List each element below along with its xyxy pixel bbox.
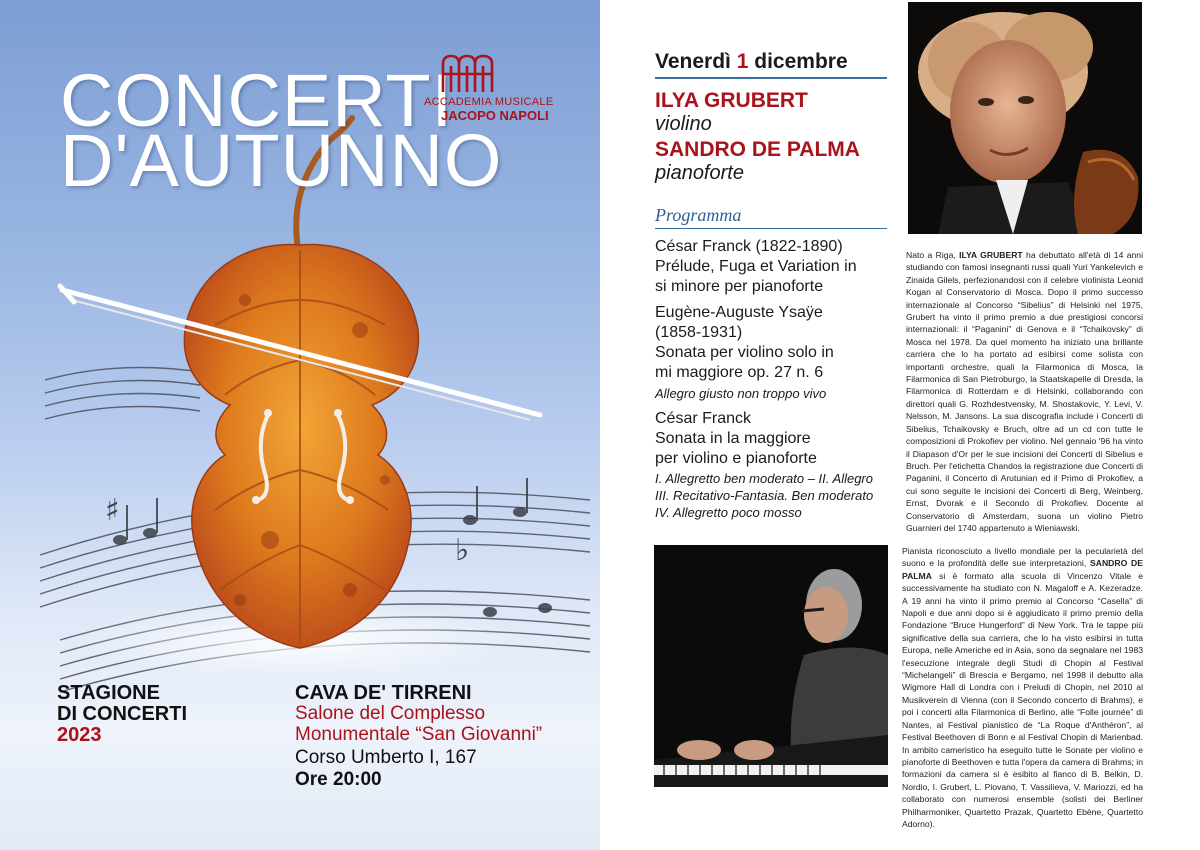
program-divider [655, 228, 887, 229]
program-heading: Programma [655, 205, 742, 225]
bio-text: Pianista riconosciuto a livello mondiale per la pecularietà del suono e la profondità delle sue interpretazioni, [902, 546, 1143, 569]
program-work-line: Prélude, Fuga et Variation in [655, 258, 857, 275]
date-weekday: Venerdì [655, 50, 731, 73]
season-year: 2023 [57, 724, 102, 746]
bio-text: si è formato alla scuola di Vincenzo Vitale e successivamente ha studiato con N. Magaloff e A. Kezeradze. A 19 anni ha vinto il primo premio al Concorso “Casella” di Napoli e due anni dopo si è aggiudicato il primo premio della Fondazione “Bruce Hungerford” di New York. Tra le tappe più significative della sua carriera, che lo ha visto esibirsi in tutta Europa, nelle Americhe ed in Asia, sono da segnalare nel 1983 l'esecuzione integrale degli Studi di Chopin al Festival “Michelangeli” di Brescia e Bergamo, nel 1998 il debutto alla Wigmore Hall di Londra con i Preludi di Chopin, nel 2010 al Musikverein di Vienna (con il Secondo concerto di Brahms), e poi i concerti alla Filarmonica di Berlino, alle “Folle journée” di Nantes, al Festival pianistico de “La Roque d'Anthéron”, al Festival Beethoven di Bonn e al Festival Chopin di Marienbad. In ambito cameristico ha eseguito tutte le Sonate per violino e pianoforte di Beethoven e tutta l'opera da camera di Brahms; in formazioni da camera si è esibito al fianco di B. Belkin, D. Nordio, I. Grubert, L. Piovano, T. Vassilieva, V. Mariozzi, ed ha collaborato con numerosi ensemble (solisti dei Berliner Philharmoniker, Quartetto Prazak, Quartetto Ebène, Quartetto Adorno). [902, 570, 1143, 829]
program-work-line: Sonata in la maggiore [655, 430, 811, 447]
sharp-icon: ♯ [105, 493, 120, 528]
program-work-line: mi maggiore op. 27 n. 6 [655, 364, 824, 381]
program-movement: Allegro giusto non troppo vivo [655, 386, 827, 401]
academy-logo-icon [440, 52, 496, 96]
pianist-bio [902, 545, 1143, 830]
program-work-line: Sonata per violino solo in [655, 344, 834, 361]
performer-instrument: pianoforte [655, 162, 744, 184]
concert-date [655, 50, 848, 74]
program-composer: César Franck [655, 410, 752, 427]
date-month: dicembre [754, 50, 848, 73]
venue-hall-line2: Monumentale “San Giovanni” [295, 724, 543, 745]
program-composer: Eugène-Auguste Ysaÿe [655, 304, 823, 321]
bio-text: Nato a Riga, [906, 250, 960, 260]
program-movement: I. Allegretto ben moderato – II. Allegro [655, 471, 873, 486]
date-day: 1 [736, 50, 749, 73]
performer-name: SANDRO DE PALMA [655, 138, 860, 161]
venue-hall-line1: Salone del Complesso [295, 703, 486, 724]
bio-name: ILYA GRUBERT [959, 250, 1023, 260]
program-movement: III. Recitativo-Fantasia. Ben moderato [655, 488, 874, 503]
violinist-bio [906, 249, 1143, 534]
academy-name-line2: JACOPO NAPOLI [441, 108, 549, 123]
performer-name: ILYA GRUBERT [655, 89, 808, 112]
program-composer-dates: (1858-1931) [655, 324, 743, 341]
poster-title-line2: D'AUTUNNO [60, 119, 503, 202]
season-line2: DI CONCERTI [57, 703, 187, 725]
bio-name: SANDRO DE PALMA [902, 558, 1143, 581]
academy-name-line1: ACCADEMIA MUSICALE [424, 96, 554, 108]
leaf-shape [184, 244, 418, 648]
performer-instrument: violino [655, 113, 712, 135]
pianist-photo [654, 545, 888, 787]
program-composer: César Franck (1822-1890) [655, 238, 843, 255]
date-divider [655, 77, 887, 79]
program-movement: IV. Allegretto poco mosso [655, 505, 802, 520]
bio-text: ha debuttato all'età di 14 anni studiando con famosi insegnanti russi quali Yuri Yankelevich e Zinaida Gilels, perfezionandosi con il celebre violinista Leonid Kogan al Conservatorio di Mosca. Dopo il primo successo internazionale al Concorso “Sibelius” di Helsinki nel 1975, Grubert ha vinto il primo premio a due prestigiosi concorsi internazionali: il “Paganini” di Genova e il “Tchaikovsky” di Mosca nel 1978. Da quel momento ha iniziato una brillante carriera che lo ha portato ad esibirsi come solista con importanti orchestre, quali la Filarmonica di Mosca, la Filarmonica di San Pietroburgo, la Staatskapelle di Dresda, la Filarmonica di Rotterdam e di Helsinki, collaborando con direttori quali G. Rozhdestvensky, M. Shostakovic, Y. Levi, V. Nelsson, M. Jansons. La sua discografia include i Concerti di Sibelius, Tchaikovsky e Bruch, oltre ad un cd con tutte le composizioni di Prokofiev per violino. Nel gennaio '96 ha vinto il Diapason d'Or per le sue incisioni dei Concerti di Sibelius e Bruch. Per l'etichetta Chandos la registrazione due Concerti di Paganini, il Concerto di Arutunian ed il Primo di Prokofiev, a cui sono seguite le incisioni dei Concerti di Berg, Weinberg, Ernst, Dvorak e il Secondo di Prokofiev. Docente al Conservatorio di Amsterdam, suona un violino Pietro Guarnieri del 1740 appartenuto a Wieniawski. [906, 250, 1143, 533]
venue-address: Corso Umberto I, 167 [295, 747, 477, 768]
venue-city: CAVA DE' TIRRENI [295, 682, 472, 704]
season-line1: STAGIONE [57, 682, 160, 704]
program-work-line: per violino e pianoforte [655, 450, 817, 467]
violinist-photo [908, 2, 1142, 234]
program-work-line: si minore per pianoforte [655, 278, 824, 295]
poster-title-line1: CONCERTI [60, 59, 454, 142]
flat-icon: ♭ [455, 533, 470, 568]
concert-time: Ore 20:00 [295, 769, 382, 790]
